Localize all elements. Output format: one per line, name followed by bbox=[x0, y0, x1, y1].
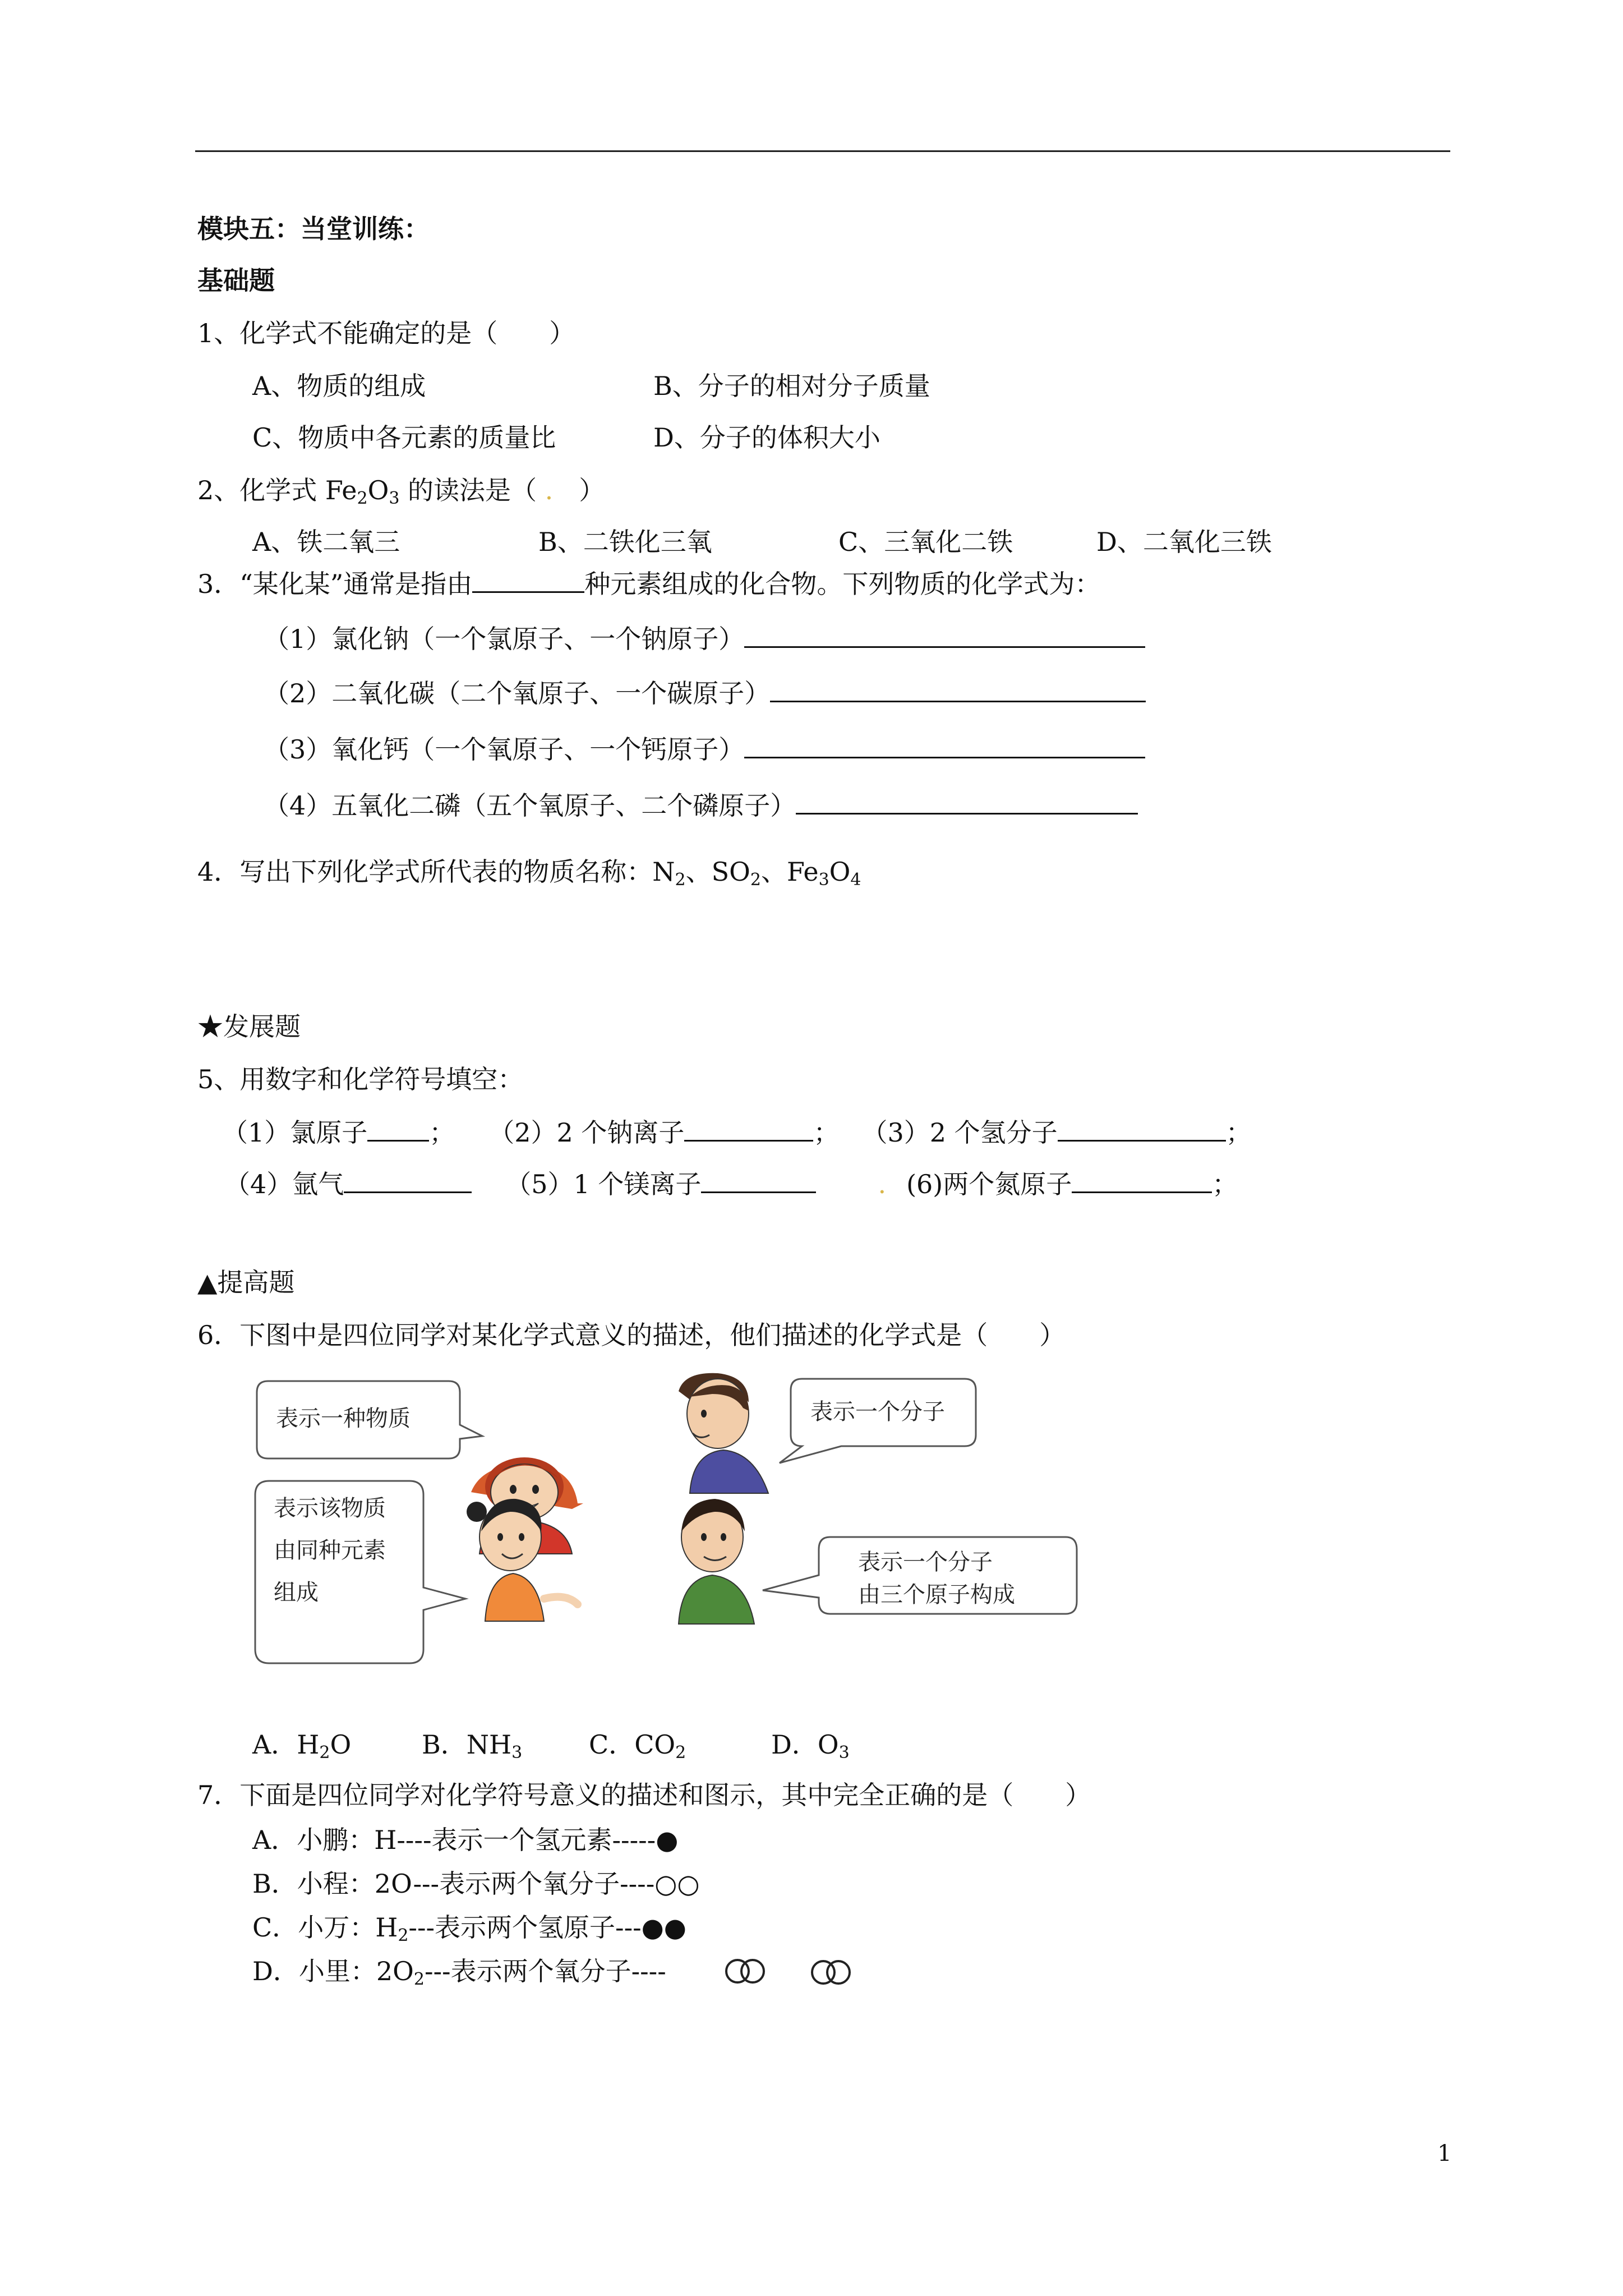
q7-stem: 7．下面是四位同学对化学符号意义的描述和图示，其中完全正确的是（ ） bbox=[197, 1780, 1091, 1810]
q3-item-4: （4）五氧化二磷（五个氧原子、二个磷原子） bbox=[264, 788, 1138, 822]
q4-stem: 4．写出下列化学式所代表的物质名称：$N_2$、$SO_2$、$Fe_3O_4$ bbox=[197, 857, 861, 890]
q1-stem: 1、化学式不能确定的是（ ） bbox=[197, 318, 575, 348]
q1-option-a: A、物质的组成 bbox=[252, 371, 426, 401]
bubble-3-line-3: 组成 bbox=[274, 1580, 319, 1605]
q6-option-b: B．$NH_3$ bbox=[422, 1729, 523, 1763]
q1-option-c: C、物质中各元素的质量比 bbox=[252, 422, 556, 453]
q5-row-2: （4）氩气 （5）1 个镁离子 . (6)两个氮原子 ； bbox=[224, 1167, 1238, 1201]
q1-option-d: D、分子的体积大小 bbox=[653, 422, 880, 453]
page-number: 1 bbox=[1437, 2141, 1452, 2166]
q3-item-1: （1）氯化钠（一个氯原子、一个钠原子） bbox=[264, 622, 1145, 656]
q5-row-1: （1）氯原子 ； （2）2 个钠离子 ； （3）2 个氢分子 ； bbox=[222, 1115, 1252, 1149]
bubble-3-line-1: 表示该物质 bbox=[274, 1496, 386, 1521]
q7-option-b: B．小程：2O---表示两个氧分子----○○ bbox=[252, 1869, 700, 1899]
student-3-figure bbox=[467, 1499, 578, 1621]
q3-blank-3 bbox=[744, 732, 1145, 758]
q3-blank-4 bbox=[796, 788, 1138, 815]
bubble-4-line-2: 由三个原子构成 bbox=[858, 1582, 1015, 1608]
q3-item-2: （2）二氧化碳（二个氧原子、一个碳原子） bbox=[264, 676, 1146, 710]
q3-blank bbox=[472, 567, 584, 593]
q7-option-c: C．小万：$H_2---$表示两个氢原子---●● bbox=[252, 1912, 686, 1945]
q2-option-b: B、二铁化三氧 bbox=[538, 527, 712, 557]
q6-stem: 6．下图中是四位同学对某化学式意义的描述，他们描述的化学式是（ ） bbox=[197, 1320, 1066, 1350]
bubble-3-line-2: 由同种元素 bbox=[274, 1538, 386, 1563]
oxygen-molecules-diagram bbox=[723, 1955, 864, 1989]
section-dev-heading: ★发展题 bbox=[197, 1011, 301, 1042]
section-adv-heading: ▲提高题 bbox=[197, 1267, 295, 1297]
q6-option-c: C．$CO_2$ bbox=[589, 1729, 686, 1763]
bubble-2-text: 表示一个分子 bbox=[810, 1399, 945, 1425]
module-title: 模块五：当堂训练： bbox=[197, 214, 430, 244]
q2-option-c: C、三氧化二铁 bbox=[838, 527, 1013, 557]
q6-option-a: A．$H_2O$ bbox=[252, 1729, 352, 1763]
q2-option-d: D、二氧化三铁 bbox=[1096, 527, 1272, 557]
header-rule bbox=[195, 150, 1450, 152]
bubble-1-text: 表示一种物质 bbox=[276, 1406, 411, 1432]
section-basic-heading: 基础题 bbox=[197, 265, 275, 296]
q1-option-b: B、分子的相对分子质量 bbox=[653, 371, 930, 401]
q3-blank-1 bbox=[744, 622, 1145, 648]
q2-option-a: A、铁二氧三 bbox=[252, 527, 400, 557]
bubble-4-line-1: 表示一个分子 bbox=[858, 1549, 993, 1575]
student-2-figure bbox=[679, 1373, 768, 1493]
q3-blank-2 bbox=[770, 676, 1146, 702]
q7-option-a: A．小鹏：H----表示一个氢元素-----● bbox=[252, 1825, 679, 1855]
q6-figure bbox=[247, 1369, 1088, 1683]
q3-stem: 3．“某化某”通常是指由 种元素组成的化合物。下列物质的化学式为： bbox=[197, 567, 1100, 601]
q7-option-d: D．小里：$2O_2---$表示两个氧分子---- bbox=[252, 1956, 666, 1989]
student-4-figure bbox=[679, 1499, 754, 1624]
q2-stem: 2、化学式 $Fe_2O_3$ 的读法是（ . ） bbox=[197, 475, 605, 508]
q3-item-3: （3）氧化钙（一个氧原子、一个钙原子） bbox=[264, 732, 1145, 766]
q5-stem: 5、用数字和化学符号填空： bbox=[197, 1064, 524, 1094]
q6-option-d: D．$O_3$ bbox=[771, 1729, 850, 1763]
